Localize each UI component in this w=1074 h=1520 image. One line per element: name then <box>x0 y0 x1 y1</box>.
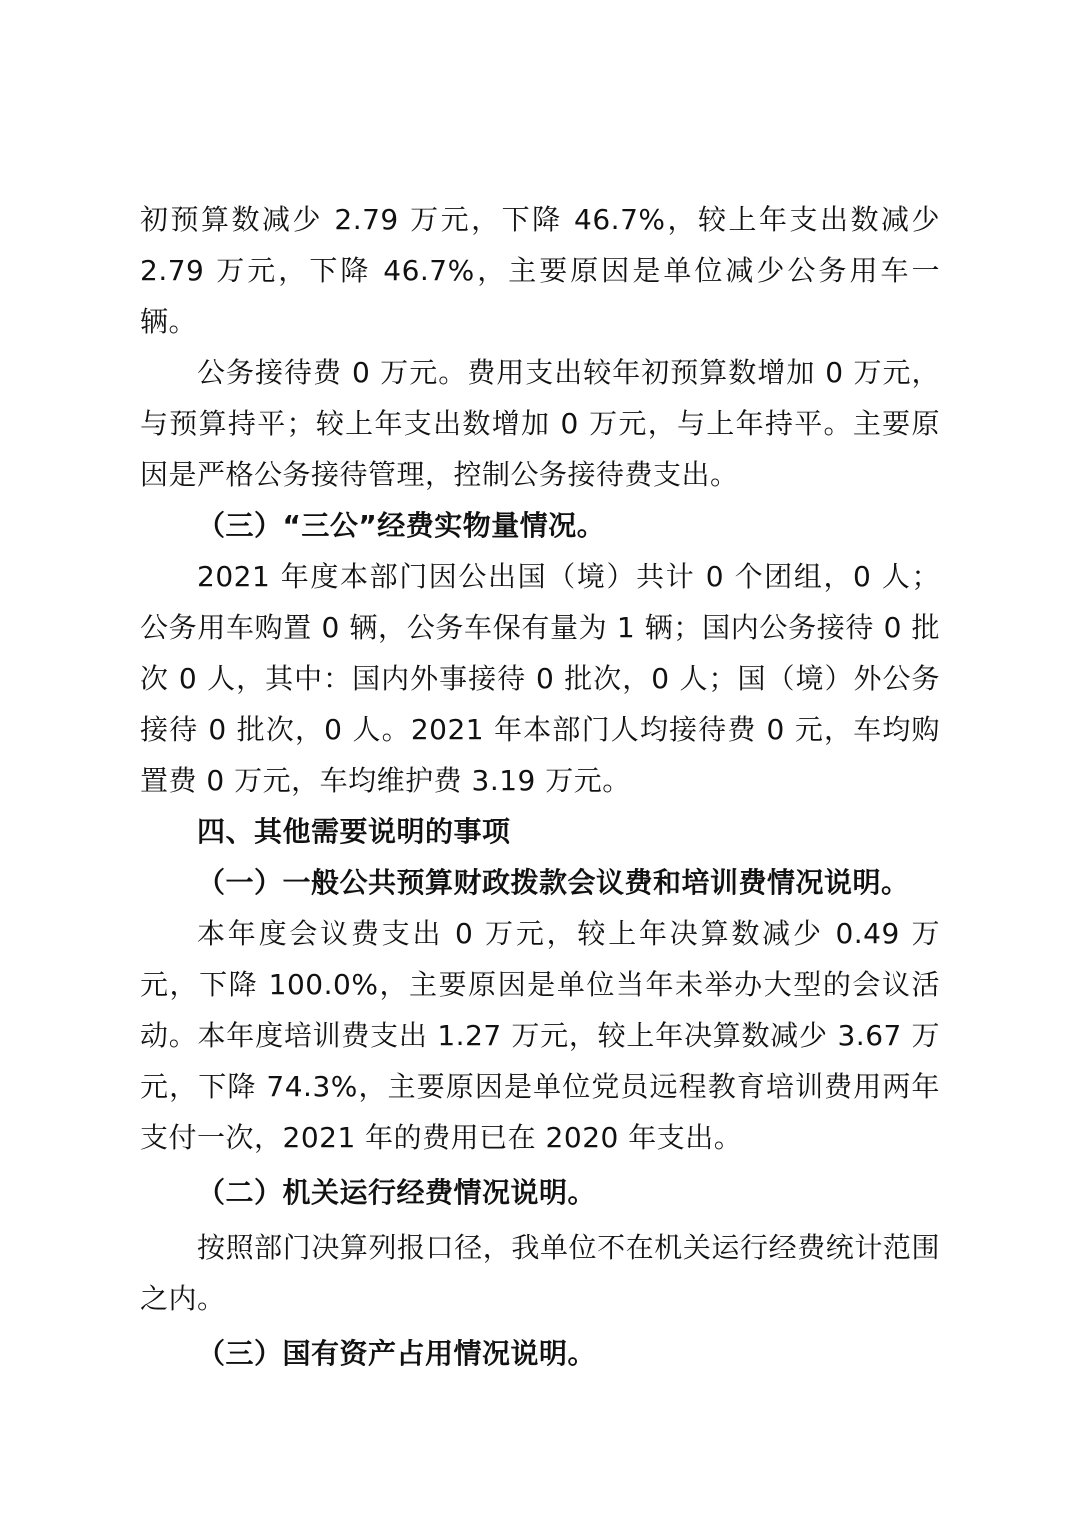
heading-meeting-training: （一）一般公共预算财政拨款会议费和培训费情况说明。 <box>197 866 910 899</box>
paragraph-reception-expense: 公务接待费 0 万元。费用支出较年初预算数增加 0 万元，与预算持平；较上年支出数增加 0 万元，与上年持平。主要原因是严格公务接待管理，控制公务接待费支出。 <box>140 356 940 491</box>
heading-other-matters: 四、其他需要说明的事项 <box>197 815 511 848</box>
heading-state-assets: （三）国有资产占用情况说明。 <box>197 1337 597 1370</box>
heading-three-public-quantity: （三）“三公”经费实物量情况。 <box>197 509 606 542</box>
paragraph-vehicle-expense: 初预算数减少 2.79 万元，下降 46.7%，较上年支出数减少 2.79 万元，下降 46.7%，主要原因是单位减少公务用车一辆。 <box>140 203 940 338</box>
paragraph-three-public-quantity: 2021 年度本部门因公出国（境）共计 0 个团组，0 人；公务用车购置 0 辆，公务车保有量为 1 辆；国内公务接待 0 批次 0 人，其中：国内外事接待 0 批次，0 人；国（境）外公务接待 0 批次，0 人。2021 年本部门人均接待费 0 元，车均购置费 0 万元，车均维护费 3.19 万元。 <box>140 560 940 797</box>
heading-operating-expense: （二）机关运行经费情况说明。 <box>197 1176 597 1209</box>
paragraph-operating-expense: 按照部门决算列报口径，我单位不在机关运行经费统计范围之内。 <box>140 1231 940 1315</box>
document-body <box>140 194 940 1379</box>
paragraph-meeting-training: 本年度会议费支出 0 万元，较上年决算数减少 0.49 万元，下降 100.0%，主要原因是单位当年未举办大型的会议活动。本年度培训费支出 1.27 万元，较上年决算数减少 3.67 万元，下降 74.3%，主要原因是单位党员远程教育培训费用两年支付一次，2021 年的费用已在 2020 年支出。 <box>140 917 940 1154</box>
